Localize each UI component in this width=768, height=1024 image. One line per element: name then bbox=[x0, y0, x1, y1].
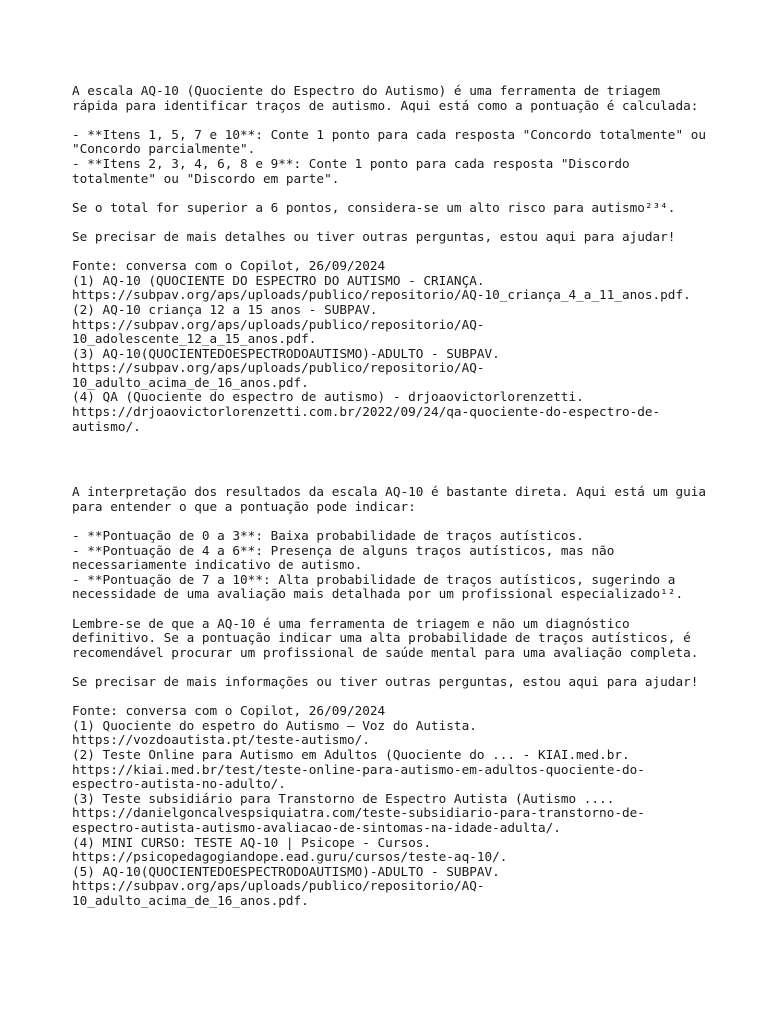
list-item-line: - **Pontuação de 7 a 10**: Alta probabilidade de traços autísticos, sugerindo a bbox=[72, 571, 676, 587]
source-line: (1) Quociente do espetro do Autismo – Voz do Autista. bbox=[72, 717, 477, 733]
source-link[interactable]: https://subpav.org/aps/uploads/publico/repositorio/AQ- bbox=[72, 316, 485, 332]
section-aq10-interpretation bbox=[72, 485, 712, 908]
document-body bbox=[72, 84, 712, 908]
source-link[interactable]: espectro-autista-no-adulto/. bbox=[72, 776, 286, 792]
list-item-line: necessidade de uma avaliação mais detalhada por um profissional especializado¹². bbox=[72, 586, 684, 602]
source-link[interactable]: https://danielgoncalvespsiquiatra.com/teste-subsidiario-para-transtorno-de- bbox=[72, 805, 645, 821]
source-link[interactable]: https://drjoaovictorlorenzetti.com.br/2022/09/24/qa-quociente-do-espectro-de- bbox=[72, 404, 661, 420]
interpretation-items-list bbox=[72, 529, 712, 660]
source-link[interactable]: https://subpav.org/aps/uploads/publico/repositorio/AQ- bbox=[72, 878, 485, 894]
source-link[interactable]: https://kiai.med.br/test/teste-online-para-autismo-em-adultos-quociente-do- bbox=[72, 761, 645, 777]
paragraph-line: Lembre-se de que a AQ-10 é uma ferramenta de triagem e não um diagnóstico bbox=[72, 615, 630, 631]
source-link[interactable]: 10_adulto_acima_de_16_anos.pdf. bbox=[72, 892, 309, 908]
sources-list bbox=[72, 704, 712, 908]
blank-line bbox=[72, 602, 712, 617]
source-header: Fonte: conversa com o Copilot, 26/09/2024 bbox=[72, 258, 386, 274]
paragraph-line: recomendável procurar um profissional de saúde mental para uma avaliação completa. bbox=[72, 644, 699, 660]
source-link[interactable]: https://subpav.org/aps/uploads/publico/repositorio/AQ- bbox=[72, 360, 485, 376]
source-link[interactable]: 10_adulto_acima_de_16_anos.pdf. bbox=[72, 374, 309, 390]
scoring-intro bbox=[72, 84, 712, 113]
source-line: (3) Teste subsidiário para Transtorno de Espectro Autista (Autismo .... bbox=[72, 790, 615, 806]
source-link[interactable]: autismo/. bbox=[72, 418, 141, 434]
source-link[interactable]: 10_adolescente_12_a_15_anos.pdf. bbox=[72, 331, 317, 347]
section-aq10-scoring bbox=[72, 84, 712, 434]
list-item-line: totalmente" ou "Discordo em parte". bbox=[72, 170, 340, 186]
source-line: (1) AQ-10 (QUOCIENTE DO ESPECTRO DO AUTISMO - CRIANÇA. bbox=[72, 272, 485, 288]
source-line: (5) AQ-10(QUOCIENTEDOESPECTRODOAUTISMO)-ADULTO - SUBPAV. bbox=[72, 863, 500, 879]
list-item-line: "Concordo parcialmente". bbox=[72, 141, 256, 157]
source-line: (4) QA (Quociente do espectro de autismo) - drjoaovictorlorenzetti. bbox=[72, 389, 584, 405]
paragraph-line: A interpretação dos resultados da escala AQ-10 é bastante direta. Aqui está um guia bbox=[72, 484, 706, 500]
source-link[interactable]: espectro-autista-autismo-avaliacao-de-sintomas-na-idade-adulta/. bbox=[72, 819, 561, 835]
list-item-line: - **Itens 1, 5, 7 e 10**: Conte 1 ponto para cada resposta "Concordo totalmente" ou bbox=[72, 126, 706, 142]
source-line: (3) AQ-10(QUOCIENTEDOESPECTRODOAUTISMO)-ADULTO - SUBPAV. bbox=[72, 345, 500, 361]
paragraph-line: A escala AQ-10 (Quociente do Espectro do Autismo) é uma ferramenta de triagem bbox=[72, 83, 661, 98]
source-line: (2) Teste Online para Autismo em Adultos (Quociente do ... - KIAI.med.br. bbox=[72, 746, 630, 762]
source-link[interactable]: https://vozdoautista.pt/teste-autismo/. bbox=[72, 732, 370, 748]
sources-list bbox=[72, 259, 712, 434]
paragraph-line: definitivo. Se a pontuação indicar uma alta probabilidade de traços autísticos, é bbox=[72, 630, 691, 646]
list-item-line: necessariamente indicativo de autismo. bbox=[72, 557, 363, 573]
paragraph-line: para entender o que a pontuação pode indicar: bbox=[72, 498, 416, 514]
interpretation-intro bbox=[72, 485, 712, 514]
source-link[interactable]: https://subpav.org/aps/uploads/publico/repositorio/AQ-10_criança_4_a_11_anos.pdf. bbox=[72, 287, 691, 303]
list-item-line: - **Pontuação de 0 a 3**: Baixa probabilidade de traços autísticos. bbox=[72, 528, 584, 544]
paragraph-line: rápida para identificar traços de autismo. Aqui está como a pontuação é calculada: bbox=[72, 97, 699, 113]
help-paragraph: Se precisar de mais detalhes ou tiver outras perguntas, estou aqui para ajudar! bbox=[72, 228, 676, 244]
source-link[interactable]: https://psicopedagogiandope.ead.guru/cursos/teste-aq-10/. bbox=[72, 849, 508, 865]
source-line: (2) AQ-10 criança 12 a 15 anos - SUBPAV. bbox=[72, 301, 378, 317]
source-line: (4) MINI CURSO: TESTE AQ-10 | Psicope - Cursos. bbox=[72, 834, 432, 850]
list-item-line: - **Pontuação de 4 a 6**: Presença de alguns traços autísticos, mas não bbox=[72, 542, 615, 558]
risk-paragraph: Se o total for superior a 6 pontos, considera-se um alto risco para autismo²³⁴. bbox=[72, 199, 676, 215]
help-paragraph: Se precisar de mais informações ou tiver outras perguntas, estou aqui para ajudar! bbox=[72, 673, 699, 689]
source-header: Fonte: conversa com o Copilot, 26/09/2024 bbox=[72, 703, 386, 719]
scoring-items-list bbox=[72, 128, 712, 186]
list-item-line: - **Itens 2, 3, 4, 6, 8 e 9**: Conte 1 ponto para cada resposta "Discordo bbox=[72, 155, 630, 171]
